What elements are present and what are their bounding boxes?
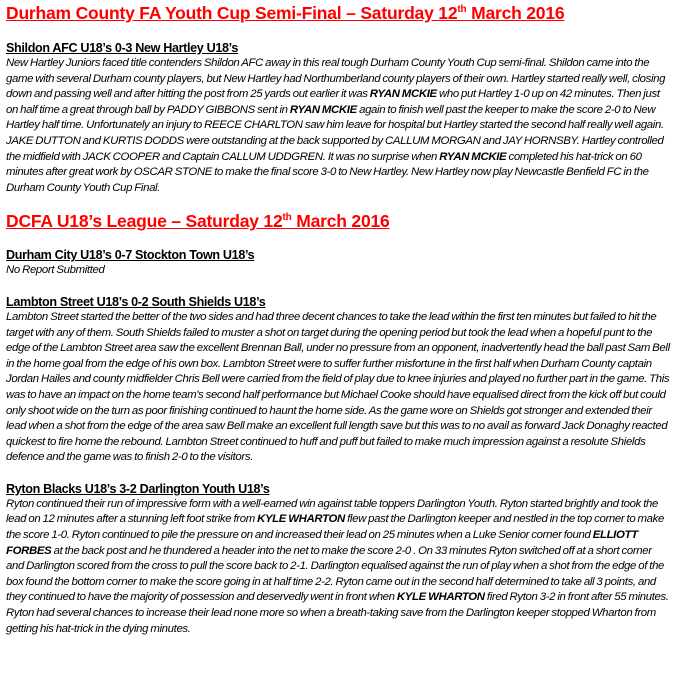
report-text: No Report Submitted [6,264,105,277]
match-title: Shildon AFC U18’s 0-3 New Hartley U18’s [6,41,239,55]
report-text: at the back post and he thundered a header into the net to make the score 2-0 . On 33 minutes Ryton switched off at a short corner and Darlington scored from the cross to pull the score back to 2-1. Darlington equalised against the run of play when a shot from the edge of the box found the bottom corner to make the score going in at half time 2-2. Ryton came out in the second half determined to take all 3 points, and they continued to have the majority of possession and deservedly went in front when [6,544,665,604]
report-text: New Hartley Juniors faced title contenders Shildon AFC away in this real tough Durham County Youth Cup semi-final. Shildon came into the game with several Durham county players, but New Hartley had Northumberland county players of their own. Hartley started really well, closing down and passing well and after hitting the post from 25 yards out earlier it was [6,57,666,101]
player-name: ELLIOTT FORBES [6,529,638,557]
title-text: Durham County FA Youth Cup Semi-Final – Saturday 12 [6,3,458,23]
section-title-league [6,210,670,232]
report-text: completed his hat-trick on 60 minutes after great work by OSCAR STONE to make the final score 3-0 to New Hartley. New Hartley now play Newcastle Benfield FC in the Durham County Youth Cup Final. [6,150,649,194]
match-report [6,56,670,196]
player-name: RYAN MCKIE [369,88,437,101]
match-title: Ryton Blacks U18’s 3-2 Darlington Youth U18’s [6,481,270,496]
title-text: March 2016 [466,3,565,23]
report-text: again to finish well past the keeper to make the score 2-0 to New Hartley half time. Unfortunately an injury to REECE CHARLTON saw him leave for hospital but Hartley started the second half really well again. JAKE DUTTON and KURTIS DODDS were outstanding at the back supported by CALLUM MORGAN and JAY HORNSBY. Hartley controlled the midfield with JACK COOPER and Captain CALLUM UDDGREN. It was no surprise when [6,103,664,163]
player-name: RYAN MCKIE [289,103,357,116]
title-text: DCFA U18’s League – Saturday 12 [6,211,283,232]
player-name: KYLE WHARTON [257,513,345,526]
section-title-youth-cup [6,2,670,24]
report-text: fired Ryton 3-2 in front after 55 minutes. Ryton had several chances to increase their lead none more so when a breath-taking save from the Darlington keeper stopped Wharton from getting his hat-trick in the dying minutes. [6,591,669,635]
match-title: Lambton Street U18’s 0-2 South Shields U18’s [6,294,266,309]
match-report [6,263,670,279]
match-report [6,310,670,466]
player-name: KYLE WHARTON [396,591,485,604]
report-text: Ryton continued their run of impressive form with a well-earned win against table toppers Darlington Youth. Ryton started brightly and took the lead on 12 minutes after a stunning left foot strike from [6,497,658,526]
title-text: March 2016 [291,211,390,232]
match-report [6,497,670,637]
player-name: RYAN MCKIE [439,150,507,163]
report-text: who put Hartley 1-0 up on 42 minutes. Then just on half time a great through ball by PADDY GIBBONS sent in [6,88,660,116]
title-sup: th [457,4,467,16]
title-sup: th [282,212,292,224]
match-title: Durham City U18’s 0-7 Stockton Town U18’s [6,248,255,263]
report-text: Lambton Street started the better of the two sides and had three decent chances to take the lead within the first ten minutes but failed to hit the target with any of them. South Shields failed to muster a shot on target during the opening period but took the lead when a hopeful punt to the edge of the Lambton Street area saw the excellent Brennan Ball, under no pressure from an opponent, inadvertently head the ball past Sam Bell in the home goal from the edge of his own box. Lambton Street were to suffer further misfortune in the first half when Durham County captain Jordan Hailes and county midfielder Chris Bell were carried from the field of play due to knee injuries and played no further part in the game. This was to have an impact on the home team's second half performance but Michael Cooke should have equalised direct from the kick off but could only shoot wide on the turn as poor finishing continued to haunt the home side. As the game wore on Shields got stronger and extended their lead when a shot from the edge of the area saw Bell make an excellent full length save but this was to no avail as forward Jack Donaghy reacted quickest to fire home the rebound. Lambton Street continued to huff and puff but failed to make much impression against a resolute Shields defence and the game was to finish 2-0 to the visitors. [6,310,670,464]
report-text: flew past the Darlington keeper and nestled in the top corner to make the score 1-0. Ryton continued to pile the pressure on and increased their lead on 25 minutes when a Luke Senior corner found [6,513,664,542]
